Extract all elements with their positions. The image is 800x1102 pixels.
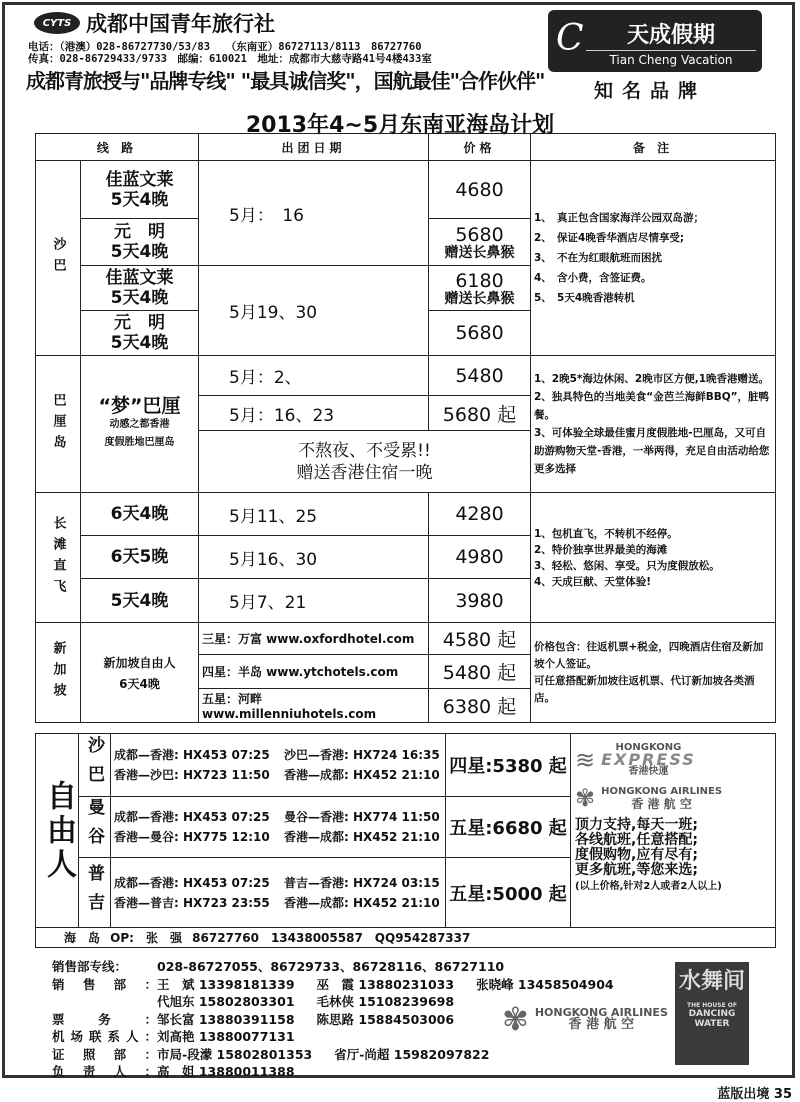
free-travel-table xyxy=(35,733,776,948)
date: 5月19、30 xyxy=(199,266,429,356)
contact-item: 邹长富 13880391158 xyxy=(157,1011,295,1027)
free-travel-label: 自由人 xyxy=(41,779,76,882)
hkairlines-logo xyxy=(575,784,771,812)
logo-text: EXPRESS xyxy=(601,750,696,769)
price: 5480 起 xyxy=(429,655,531,689)
cyts-logo-icon: CYTS xyxy=(34,12,80,34)
price xyxy=(429,161,531,219)
promo-line: 不熬夜、不受累!! xyxy=(298,440,431,461)
contact-label: 证照部： xyxy=(52,1046,157,1062)
city: 沙巴 xyxy=(84,736,104,794)
price-value: 5680 xyxy=(455,223,504,246)
promo-line: 赠送香港住宿一晚 xyxy=(296,462,433,483)
flight: 香港—普吉: HX723 23:55 xyxy=(114,895,270,910)
table-row xyxy=(36,928,776,948)
bauhinia-icon: ✾ xyxy=(575,784,596,812)
flight: 成都—香港: HX453 07:25 xyxy=(114,810,270,824)
price: 4280 xyxy=(429,493,531,536)
contact-item: 市局-段濛 15802801353 xyxy=(157,1046,313,1062)
contact-label: 负责人： xyxy=(52,1064,157,1079)
hkairlines-logo-bottom xyxy=(502,1000,668,1038)
region-boracay: 长滩直飞 xyxy=(50,515,66,600)
island-table xyxy=(35,133,776,723)
route xyxy=(81,623,199,723)
contact-row xyxy=(52,958,636,976)
support-line: 各线航班,任意搭配; xyxy=(575,832,698,848)
brand-en: Tian Cheng Vacation xyxy=(586,50,756,67)
contact-row xyxy=(52,976,636,994)
logo-text: 香 港 航 空 xyxy=(631,797,692,811)
date: 5月7、21 xyxy=(199,579,429,623)
city: 普吉 xyxy=(84,863,104,922)
org-name: 成都中国青年旅行社 xyxy=(86,12,275,36)
route: 元 明 5天4晚 xyxy=(81,311,199,356)
flight: 香港—成都: HX452 21:10 xyxy=(284,768,440,782)
note: 2、特价独享世界最美的海滩 xyxy=(534,543,668,556)
dancing-water-logo xyxy=(675,962,749,1065)
table-header xyxy=(36,134,776,161)
flight: 香港—成都: HX452 21:10 xyxy=(284,830,440,844)
city: 曼谷 xyxy=(84,798,104,856)
price: 4980 xyxy=(429,536,531,579)
logo-text: THE HOUSE OF xyxy=(686,1002,737,1009)
contact-label: 机场联系人： xyxy=(52,1029,157,1044)
note: 2、 保证4晚香华酒店尽情享受; xyxy=(534,232,685,244)
logo-text: HONGKONG AIRLINES xyxy=(534,1006,668,1019)
route-title: 新加坡自由人 xyxy=(103,655,176,670)
contact-item: 代旭东 15802803301 xyxy=(157,994,295,1009)
contact-item: 高 姐 13880011388 xyxy=(157,1064,295,1079)
contact-item: 028-86727055、86729733、86728116、86727110 xyxy=(157,959,505,974)
note: 3、 不在为红眼航班而困扰 xyxy=(534,252,663,264)
logo-text: 水舞间 xyxy=(678,968,745,994)
price-value: 4680 xyxy=(455,178,504,201)
notes: 价格包含：往返机票+税金，四晚酒店住宿及新加坡个人签证。 可任意搭配新加坡往返机票、代订新加坡各类酒店。 xyxy=(531,623,776,723)
price: 五星:6680 起 xyxy=(446,797,571,858)
note: 5、 5天4晚香港转机 xyxy=(534,292,635,304)
route: 5天4晚 xyxy=(81,579,199,623)
flight: 成都—香港: HX453 07:25 xyxy=(114,748,270,762)
price xyxy=(429,219,531,266)
contact-row xyxy=(52,1046,636,1064)
notes xyxy=(531,161,776,356)
route-sub: 动感之都香港 xyxy=(109,419,170,430)
region-bali: 巴厘岛 xyxy=(50,392,66,456)
note: 3、可体验全球最佳蜜月度假胜地-巴厘岛，又可自助游购物天堂-香港，一举两得，充足自由活动给您更多选择 xyxy=(534,427,770,475)
slogan: 成都青旅授与"品牌专线" "最具诚信奖"，国航最佳"合作伙伴" xyxy=(26,69,545,93)
date: 5月： 16 xyxy=(199,161,429,266)
page-footer: 蓝版出境 35 xyxy=(717,1087,792,1102)
route-title: “梦”巴厘 xyxy=(98,395,181,417)
promo-message xyxy=(199,431,531,493)
flight: 香港—成都: HX452 21:10 xyxy=(284,895,440,910)
region-singapore: 新加坡 xyxy=(50,641,66,704)
price: 4580 起 xyxy=(429,623,531,655)
airline-panel xyxy=(571,734,776,928)
col-date: 出团日期 xyxy=(199,134,429,161)
contact-label: 销售部专线： xyxy=(52,959,128,974)
note: 1、 真正包含国家海洋公园双岛游； xyxy=(534,212,705,224)
hotel-link[interactable]: 四星：半岛 www.ytchotels.com xyxy=(199,655,429,689)
flight: 普吉—香港: HX724 03:15 xyxy=(284,875,440,890)
support-line: 顶力支持,每天一班; xyxy=(575,817,698,833)
support-line: 更多航班,等您来选; xyxy=(575,862,698,878)
route: 元 明 5天4晚 xyxy=(81,219,199,266)
flight: 香港—沙巴: HX723 11:50 xyxy=(114,768,270,782)
price: 5680 起 xyxy=(429,396,531,431)
tiancheng-logo xyxy=(548,10,762,72)
flight-list xyxy=(111,745,445,785)
notes xyxy=(531,356,776,493)
contact-row xyxy=(52,1063,636,1081)
price-value: 6180 xyxy=(455,269,504,292)
hkexpress-logo xyxy=(575,742,771,778)
notes xyxy=(531,493,776,623)
note: 2、独具特色的当地美食“金芭兰海鲜BBQ”，脏鸭餐。 xyxy=(534,391,770,421)
price: 3980 xyxy=(429,579,531,623)
flight-list xyxy=(111,873,445,913)
note: 1、包机直飞，不转机不经停。 xyxy=(534,527,678,540)
price: 四星:5380 起 xyxy=(446,734,571,797)
logo-text: WATER xyxy=(694,1019,730,1029)
note: 3、轻松、悠闲、享受。只为度假放松。 xyxy=(534,559,720,572)
logo-text: HONGKONG AIRLINES xyxy=(601,786,723,797)
dragon-icon: ≋ xyxy=(575,746,596,774)
org-header xyxy=(34,8,275,38)
price: 6380 起 xyxy=(429,689,531,723)
brand-mark-icon: C xyxy=(556,18,584,59)
col-notes: 备 注 xyxy=(531,134,776,161)
brand-cn: 天成假期 xyxy=(626,22,715,48)
col-route: 线 路 xyxy=(36,134,199,161)
logo-text: 香港快運 xyxy=(628,766,669,777)
table-row xyxy=(36,734,776,797)
page-title: 2013年4~5月东南亚海岛计划 xyxy=(245,113,555,138)
date: 5月16、30 xyxy=(199,536,429,579)
route: 佳蓝文莱 5天4晚 xyxy=(81,161,199,219)
contact-item: 刘高艳 13880077131 xyxy=(157,1029,295,1044)
contact-phone: 电话：（港澳）028-86727730/53/83 （东南亚）86727113/8113 86727760 xyxy=(28,41,422,53)
flight: 曼谷—香港: HX774 11:50 xyxy=(284,810,440,824)
logo-text: DANCING xyxy=(688,1009,736,1019)
note: 4、天成巨献、天堂体验! xyxy=(534,575,652,588)
note: 1、2晚5*海边休闲、2晚市区方便,1晚香港赠送。 xyxy=(534,373,770,385)
flight-list xyxy=(111,807,445,847)
flight: 沙巴—香港: HX724 16:35 xyxy=(284,748,440,762)
route-sub: 6天4晚 xyxy=(119,676,160,691)
note: 4、 含小费，含签证费。 xyxy=(534,272,652,284)
price-value: 5680 xyxy=(455,322,504,344)
price: 5480 xyxy=(429,356,531,396)
table-row xyxy=(36,623,776,655)
support-line: 度假购物,应有尽有; xyxy=(575,847,698,863)
hotel-link[interactable]: 五星：河畔 www.millenniuhotels.com xyxy=(199,689,429,723)
price: 五星:5000 起 xyxy=(446,858,571,928)
logo-text: 香 港 航 空 xyxy=(568,1017,635,1032)
contact-label: 票务： xyxy=(52,1011,157,1027)
price xyxy=(429,311,531,356)
famous-brand: 知名品牌 xyxy=(594,80,707,102)
col-price: 价格 xyxy=(429,134,531,161)
support-text xyxy=(575,818,771,894)
contact-info xyxy=(28,41,432,65)
route-sub: 度假胜地巴厘岛 xyxy=(104,437,175,448)
contact-item: 省厅-尚超 15982097822 xyxy=(334,1046,490,1062)
contact-item: 陈思路 15884503006 xyxy=(316,1011,455,1027)
logo-text: HONGKONG xyxy=(615,742,682,753)
contact-label: 销售部： xyxy=(52,976,157,992)
gift-note: 赠送长鼻猴 xyxy=(444,290,515,307)
table-row xyxy=(36,356,776,396)
table-row xyxy=(36,161,776,219)
region-sabah: 沙巴 xyxy=(50,237,66,279)
bauhinia-icon: ✾ xyxy=(502,1000,529,1038)
contact-item: 巫 霞 13880231033 xyxy=(316,976,455,992)
route: 6天4晚 xyxy=(81,493,199,536)
contact-fax: 传真：028-86729433/9733 邮编：610021 地址：成都市大慈寺路41号4楼433室 xyxy=(28,53,432,65)
price xyxy=(429,266,531,311)
contact-item: 张晓峰 13458504904 xyxy=(476,976,614,992)
flight: 香港—曼谷: HX775 12:10 xyxy=(114,830,270,844)
route: 6天5晚 xyxy=(81,536,199,579)
contact-item: 王 斌 13398181339 xyxy=(157,976,295,992)
date: 5月：2、 xyxy=(199,356,429,396)
contact-item: 毛林侠 15108239698 xyxy=(316,994,455,1009)
date: 5月：16、23 xyxy=(199,396,429,431)
support-note: (以上价格,针对2人或者2人以上) xyxy=(575,881,722,892)
table-row xyxy=(36,493,776,536)
op-contact: 海 岛 OP: 张 强 86727760 13438005587 QQ954287337 xyxy=(36,928,776,948)
route: 佳蓝文莱 5天4晚 xyxy=(81,266,199,311)
flight: 成都—香港: HX453 07:25 xyxy=(114,875,270,890)
gift-note: 赠送长鼻猴 xyxy=(444,244,515,261)
hotel-link[interactable]: 三星：万富 www.oxfordhotel.com xyxy=(199,623,429,655)
route xyxy=(81,356,199,493)
date: 5月11、25 xyxy=(199,493,429,536)
